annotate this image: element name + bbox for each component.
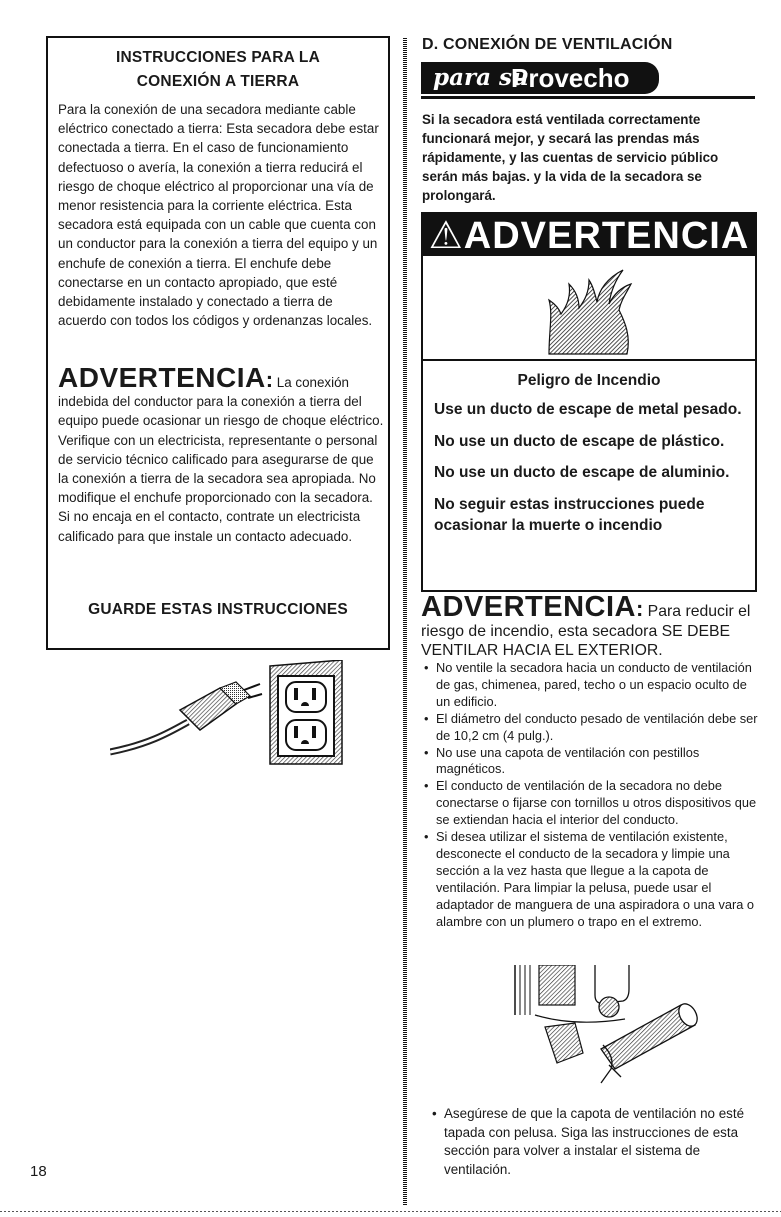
banner-underline: [421, 96, 755, 99]
fire-warning-line: No use un ducto de escape de plástico.: [434, 432, 725, 450]
fire-warning-line: Use un ducto de escape de metal pesado.: [434, 401, 742, 418]
fire-box-divider: [423, 359, 755, 361]
final-bullet-list: [432, 1105, 752, 1179]
fire-hazard-title: Peligro de Incendio: [517, 372, 661, 389]
save-instructions-label: GUARDE ESTAS INSTRUCCIONES: [88, 601, 348, 618]
list-item: • El diámetro del conducto pesado de ventilación debe ser de 10,2 cm (4 pulg.).: [424, 711, 759, 745]
grounding-warning-text: La conexión indebida del conductor para la conexión a tierra del equipo puede ocasionar un riesgo de choque eléctrico. Verifique con un electricista, representante o personal de servicio técnico calificado para asegurarse de que la conexión a tierra de la secadora sea apropiada. No modifique el enchufe proporcionado con la secadora. Si no encaja en el contacto, contrate un electricista calificado para que instale un contacto adecuado.: [58, 375, 384, 544]
fire-warning-line: No seguir estas instrucciones puede ocasionar la muerte o incendio: [434, 495, 705, 534]
fire-warning-header: ⚠ADVERTENCIA: [423, 214, 755, 256]
vent-warning: [421, 591, 761, 661]
vent-cleaning-illustration-icon: [505, 965, 720, 1090]
fire-warning-list: [434, 399, 752, 547]
banner-script-text: para su: [433, 64, 529, 91]
list-item: • Si desea utilizar el sistema de ventilación existente, desconecte el conducto de la secadora y limpie una sección a la vez hasta que llegue a la capota de ventilación. Para limpiar la pelusa, puede usar el adaptador de manguera de una aspiradora o una vara o alambre con un plumero o trapo en el extremo.: [424, 829, 759, 930]
fire-warning-box: [421, 212, 757, 592]
vent-warning-word: ADVERTENCIA: [421, 591, 636, 623]
banner-word: Provecho: [511, 63, 630, 93]
vent-warning-text: Para reducir el riesgo de incendio, esta secadora SE DEBE VENTILAR HACIA EL EXTERIOR.: [421, 603, 751, 659]
list-item: • Asegúrese de que la capota de ventilación no esté tapada con pelusa. Siga las instrucciones de esta sección para volver a instalar el sistema de ventilación.: [432, 1105, 752, 1179]
grounding-title-line1: INSTRUCCIONES PARA LA: [116, 49, 320, 66]
grounding-paragraph: [58, 100, 380, 330]
vent-warning-colon: :: [635, 596, 644, 621]
grounded-plug-and-outlet-icon: [110, 660, 350, 765]
grounding-title-line2: CONEXIÓN A TIERRA: [136, 73, 300, 90]
grounding-warning-word: ADVERTENCIA: [58, 362, 266, 393]
fire-hazard-icon: [535, 266, 641, 356]
grounding-instructions-box: [46, 36, 390, 650]
vent-section-heading: D. CONEXIÓN DE VENTILACIÓN: [422, 36, 673, 53]
grounding-title: [48, 46, 388, 94]
grounding-warning: [58, 362, 386, 546]
page-bottom-rule: [0, 1211, 781, 1212]
list-item: • No use una capota de ventilación con pestillos magnéticos.: [424, 745, 759, 779]
column-divider: [403, 38, 407, 1206]
page-number: 18: [30, 1163, 47, 1180]
fire-warning-line: No use un ducto de escape de aluminio.: [434, 464, 730, 481]
vent-bullet-list: [424, 660, 759, 931]
grounding-warning-colon: :: [265, 367, 274, 392]
vent-benefit-text: Si la secadora está ventilada correctamente funcionará mejor, y secará las prendas más rápidamente, y las cuentas de servicio público serán más bajas. y la vida de la secadora se prolongará.: [422, 112, 719, 203]
para-su-provecho-banner: [421, 62, 755, 100]
grounding-paragraph-text: Para la conexión de una secadora mediante cable eléctrico conectado a tierra: Esta secadora debe estar conectada a tierra. En el caso de funcionamiento defectuoso o avería, la conexión a tierra reducirá el riesgo de choque eléctrico al proporcionar una vía de menor resistencia para la corriente eléctrica. Esta secadora está equipada con un cable que cuenta con un conductor para la conexión a tierra del equipo y un enchufe de conexión a tierra. El enchufe debe conectarse en un contacto apropiado, que esté debidamente instalado y conectado a tierra de acuerdo con todos los códigos y ordenanzas locales.: [58, 102, 379, 329]
list-item: • El conducto de ventilación de la secadora no debe conectarse o fijarse con tornillos u otros dispositivos que se extiendan hacia el interior del conducto.: [424, 778, 759, 829]
list-item: • No ventile la secadora hacia un conducto de ventilación de gas, chimenea, pared, techo o un espacio oculto de un edificio.: [424, 660, 759, 711]
